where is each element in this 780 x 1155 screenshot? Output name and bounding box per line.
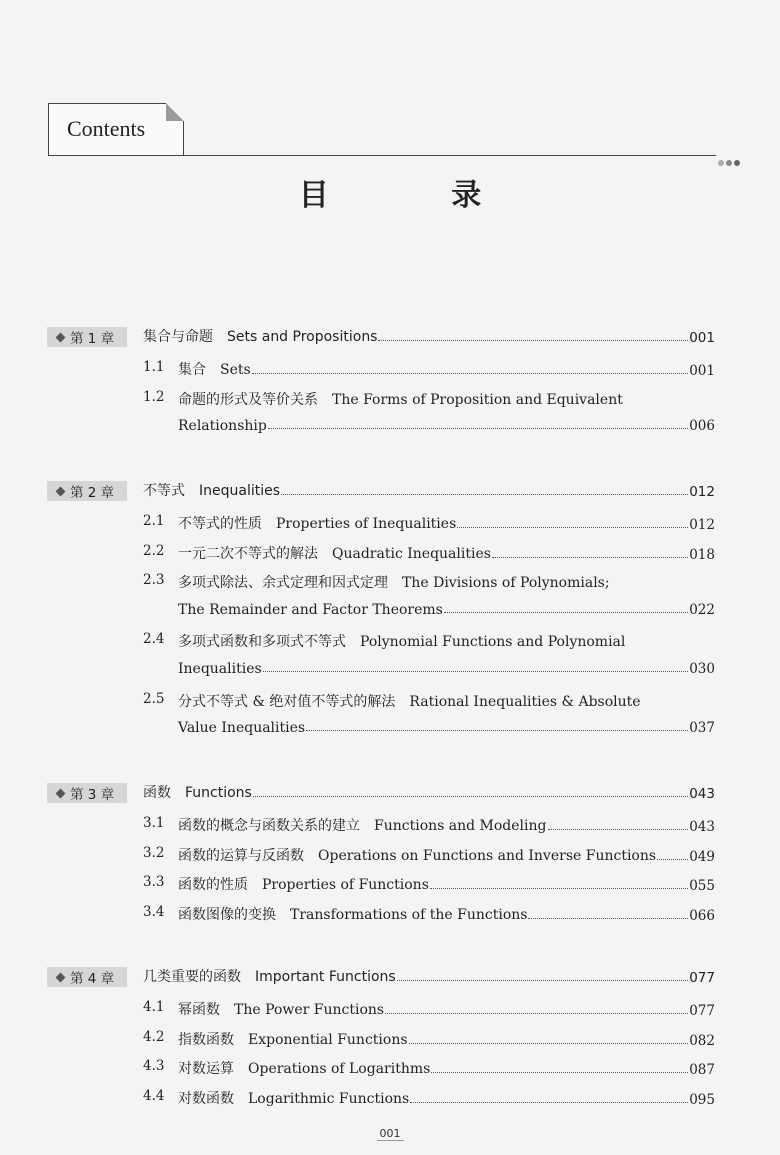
section-title [178, 845, 656, 865]
dot-leader [430, 888, 688, 889]
section-number: 2.1 [143, 513, 165, 529]
section-row-continued[interactable] [0, 661, 780, 685]
section-title-zh: 函数图像的变换 [178, 906, 276, 923]
dot-leader [263, 671, 689, 672]
section-number: 1.1 [143, 359, 165, 375]
section-title-en: The Power Functions [234, 1002, 385, 1018]
section-title [178, 815, 547, 835]
chapter-row[interactable] [0, 480, 780, 504]
page-footer [0, 1127, 780, 1140]
section-title-en: Exponential Functions [248, 1031, 408, 1048]
section-title [178, 543, 491, 563]
dot-leader [431, 1072, 688, 1073]
section-row[interactable] [0, 904, 780, 928]
section-title-line [178, 389, 715, 409]
contents-label: Contents [67, 116, 146, 141]
section-title-line [178, 999, 715, 1019]
chapter-title-line [143, 782, 715, 802]
page-number: 043 [689, 786, 715, 802]
section-row[interactable] [0, 389, 780, 413]
dot-leader [253, 796, 688, 797]
section-number: 4.2 [143, 1028, 165, 1045]
page-number: 037 [689, 720, 715, 737]
section-number: 3.4 [143, 903, 165, 920]
chapter-title-line [143, 326, 715, 346]
page-number: 049 [689, 848, 715, 865]
section-row-continued[interactable] [0, 602, 780, 626]
page-number: 030 [689, 661, 715, 677]
dot-leader [410, 1102, 688, 1103]
page-number: 012 [689, 484, 715, 500]
chapter-title [143, 782, 252, 802]
section-title-zh: 集合 [178, 362, 206, 378]
section-title-zh: 多项式函数和多项式不等式 [178, 634, 346, 651]
section-title-en: Sets [220, 362, 251, 378]
section-title-zh: 对数函数 [178, 1090, 234, 1107]
section-title-en-cont: Value Inequalities [178, 720, 306, 737]
section-row[interactable] [0, 572, 780, 596]
section-title-zh: 命题的形式及等价关系 [178, 391, 318, 408]
chapter-number: 第 4 章 [70, 971, 115, 987]
section-row[interactable] [0, 359, 780, 383]
chapter-number: 第 1 章 [70, 331, 115, 347]
page-number: 006 [689, 418, 715, 435]
page-number: 018 [689, 546, 715, 563]
chapter-title-zh: 不等式 [143, 483, 185, 499]
section-title-en-cont: Relationship [178, 418, 267, 435]
dot-leader [548, 829, 689, 830]
diamond-icon [56, 332, 66, 342]
section-title-en: Functions and Modeling [374, 818, 547, 834]
section-number: 3.3 [143, 874, 165, 891]
section-title [178, 904, 527, 924]
section-number: 4.1 [143, 999, 165, 1015]
section-title-zh: 幂函数 [178, 1002, 220, 1018]
page-number: 077 [689, 970, 715, 986]
section-title-zh: 多项式除法、余式定理和因式定理 [178, 575, 388, 592]
section-number: 3.2 [143, 844, 165, 861]
section-row[interactable] [0, 1058, 780, 1082]
section-row[interactable] [0, 631, 780, 655]
section-title-en: Logarithmic Functions [248, 1090, 410, 1107]
dot-leader [409, 1043, 689, 1044]
page-number: 066 [689, 907, 715, 924]
section-title [178, 691, 641, 711]
chapter-row[interactable] [0, 966, 780, 990]
chapter-title-line [143, 966, 715, 986]
section-title-en: The Divisions of Polynomials; [402, 575, 610, 592]
section-number: 2.5 [143, 690, 165, 707]
section-title-line [178, 845, 715, 865]
section-title-line [178, 691, 715, 711]
decorative-dots [718, 151, 742, 170]
section-row[interactable] [0, 815, 780, 839]
section-row[interactable] [0, 999, 780, 1023]
chapter-title [143, 480, 280, 500]
section-title [178, 359, 251, 379]
section-title-en: Properties of Inequalities [276, 516, 457, 532]
page-number: 001 [689, 330, 715, 346]
section-number: 2.3 [143, 572, 165, 589]
section-number: 4.4 [143, 1087, 165, 1104]
dot-leader [378, 340, 688, 341]
section-title-zh: 对数运算 [178, 1061, 234, 1078]
chapter-title [143, 966, 396, 986]
section-title-zh: 分式不等式 & 绝对值不等式的解法 [178, 693, 396, 710]
section-row[interactable] [0, 874, 780, 898]
section-title-en: Operations on Functions and Inverse Functions [318, 847, 657, 864]
section-title-en: Quadratic Inequalities [332, 545, 491, 562]
section-title-line [178, 543, 715, 563]
diamond-icon [56, 788, 66, 798]
section-row[interactable] [0, 543, 780, 567]
section-title-line [178, 904, 715, 924]
section-title-line [178, 1088, 715, 1108]
section-title-en: Transformations of the Functions [290, 906, 528, 923]
dot-leader [385, 1013, 688, 1014]
section-title-line [178, 1058, 715, 1078]
section-title-line [178, 572, 715, 592]
section-title-en: The Forms of Proposition and Equivalent [332, 391, 623, 408]
section-row[interactable] [0, 1088, 780, 1112]
chapter-badge [47, 783, 127, 803]
section-number: 2.4 [143, 631, 165, 648]
section-row[interactable] [0, 1029, 780, 1053]
section-number: 3.1 [143, 815, 165, 831]
chapter-title-en: Sets and Propositions [227, 329, 378, 345]
section-title-line [178, 1029, 715, 1049]
section-title-line [178, 418, 715, 434]
chapter-title-en: Functions [185, 785, 252, 801]
header-rule [48, 155, 716, 156]
chapter-title-zh: 集合与命题 [143, 329, 213, 345]
contents-tab [48, 103, 184, 156]
chapter-title-zh: 函数 [143, 785, 171, 801]
section-title-en: Rational Inequalities & Absolute [409, 693, 641, 710]
section-title [178, 572, 610, 592]
section-title-en: Properties of Functions [262, 877, 429, 894]
section-row[interactable] [0, 691, 780, 715]
dot-leader [252, 373, 689, 374]
section-title-line [178, 513, 715, 533]
dot-leader [457, 527, 688, 528]
chapter-title [143, 326, 377, 346]
chapter-title-en: Inequalities [199, 483, 281, 499]
section-title [178, 513, 456, 533]
page-number: 082 [689, 1032, 715, 1049]
section-title-zh: 函数的运算与反函数 [178, 847, 304, 864]
page-number: 022 [689, 601, 715, 618]
section-title-line [178, 359, 715, 379]
section-title-line [178, 602, 715, 618]
section-row[interactable] [0, 845, 780, 869]
section-title-line [178, 815, 715, 835]
chapter-title-line [143, 480, 715, 500]
section-row-continued[interactable] [0, 720, 780, 744]
diamond-icon [56, 486, 66, 496]
section-title-zh: 函数的性质 [178, 877, 248, 894]
page-title: 目 录 [298, 178, 538, 213]
chapter-number: 第 3 章 [70, 787, 115, 803]
dot-leader [268, 428, 688, 429]
chapter-badge [47, 481, 127, 501]
section-title [178, 1088, 409, 1108]
page-number: 043 [689, 819, 715, 835]
section-title-line [178, 631, 715, 651]
section-row[interactable] [0, 513, 780, 537]
section-number: 1.2 [143, 388, 165, 405]
section-title-line [178, 720, 715, 736]
section-title [178, 874, 429, 894]
dot-leader [528, 918, 688, 919]
page-number: 055 [689, 878, 715, 895]
page-number: 095 [689, 1091, 715, 1108]
section-title-zh: 一元二次不等式的解法 [178, 545, 318, 562]
section-title-zh: 不等式的性质 [178, 516, 262, 532]
section-number: 4.3 [143, 1058, 165, 1075]
section-title-line [178, 874, 715, 894]
page-number: 087 [689, 1062, 715, 1079]
chapter-row[interactable] [0, 782, 780, 806]
chapter-badge [47, 327, 127, 347]
dot-leader [397, 980, 689, 981]
section-title [178, 1058, 430, 1078]
dot-leader [306, 730, 688, 731]
diamond-icon [56, 972, 66, 982]
section-title-zh: 指数函数 [178, 1031, 234, 1048]
page-number: 001 [689, 363, 715, 379]
section-number: 2.2 [143, 542, 165, 559]
section-title [178, 999, 384, 1019]
section-title-zh: 函数的概念与函数关系的建立 [178, 818, 360, 834]
section-title-en: Polynomial Functions and Polynomial [360, 634, 626, 651]
page-number: 001 [377, 1127, 404, 1141]
chapter-title-en: Important Functions [255, 969, 396, 985]
section-title [178, 389, 623, 409]
page-number: 012 [689, 517, 715, 533]
folded-corner [166, 103, 184, 121]
section-title-line [178, 661, 715, 677]
chapter-number: 第 2 章 [70, 485, 115, 501]
section-title-en: Operations of Logarithms [248, 1061, 431, 1078]
section-title [178, 631, 625, 651]
page-number: 077 [689, 1003, 715, 1019]
dot-leader [492, 557, 688, 558]
dot-leader [281, 494, 688, 495]
chapter-badge [47, 967, 127, 987]
chapter-row[interactable] [0, 326, 780, 350]
dot-leader [657, 859, 688, 860]
section-title-en-cont: The Remainder and Factor Theorems [178, 601, 443, 618]
section-row-continued[interactable] [0, 418, 780, 442]
chapter-title-zh: 几类重要的函数 [143, 969, 241, 985]
section-title-en-cont: Inequalities [178, 661, 262, 677]
dot-leader [444, 612, 688, 613]
section-title [178, 1029, 408, 1049]
